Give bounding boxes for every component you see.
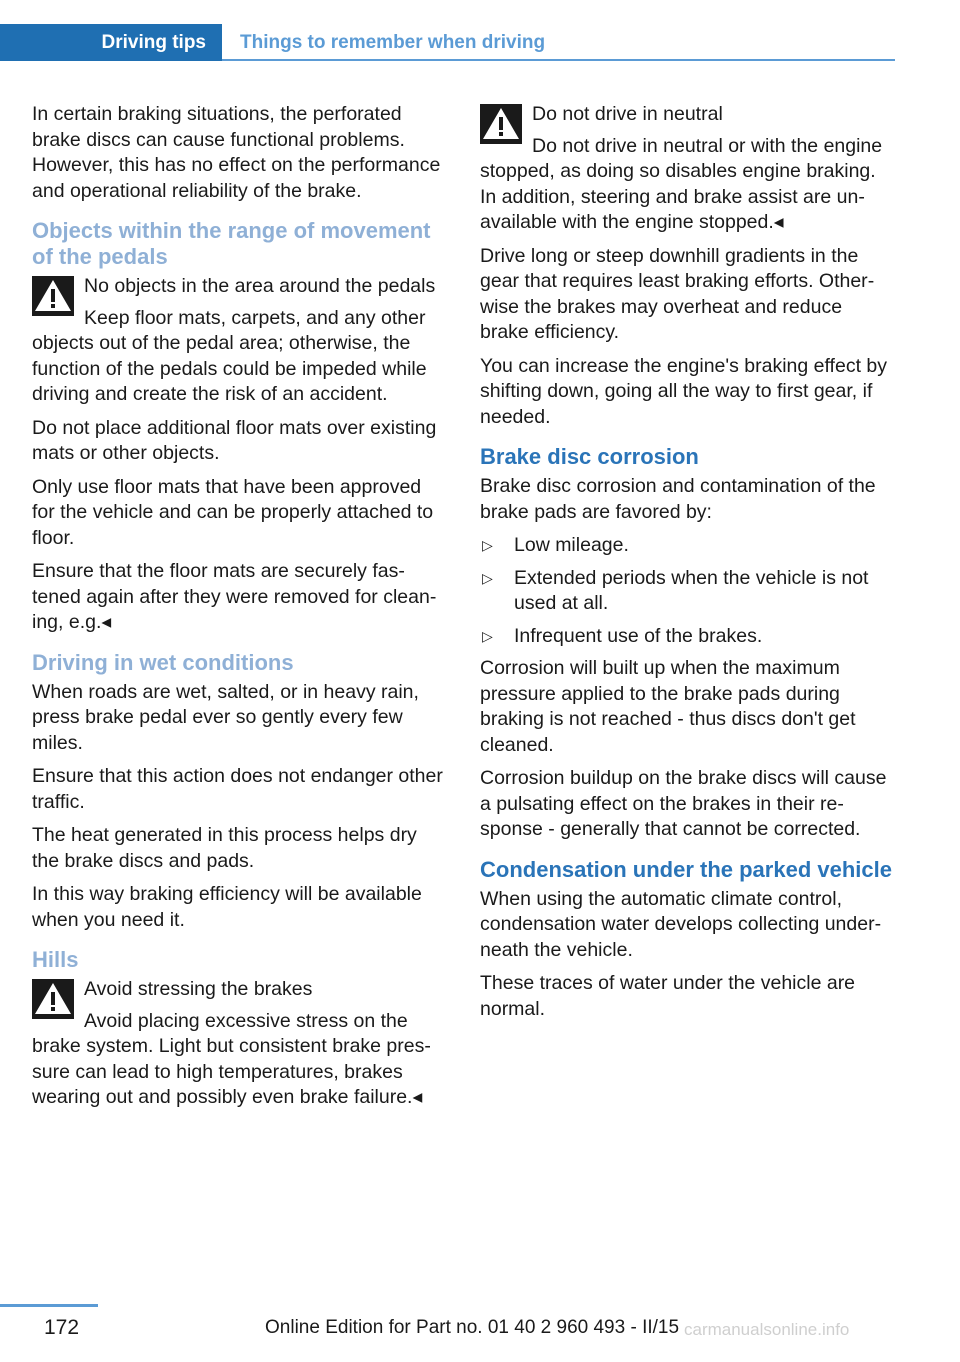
paragraph: These traces of water under the vehicle are normal.: [480, 972, 856, 1020]
warning-title: Avoid stressing the brakes: [84, 978, 313, 1000]
warning-icon: [480, 104, 522, 144]
section-tab[interactable]: Driving tips: [0, 24, 222, 61]
list-item-text: Extended periods when the vehicle is not used at all.: [514, 566, 869, 614]
list-item: [480, 566, 895, 617]
warning-text: Keep floor mats, carpets, and any other objects out of the pedal area; otherwise, the function of the pedals could be impeded while driving and create the risk of an accident.: [32, 306, 427, 405]
list-item-text: Infrequent use of the brakes.: [514, 624, 763, 647]
subsection-tab[interactable]: Things to remember when driving: [240, 32, 546, 53]
list-item: [480, 533, 895, 559]
list-item: [480, 624, 895, 650]
warning-title: No objects in the area around the pedals: [84, 275, 436, 297]
paragraph: The heat generated in this process helps dry the brake discs and pads.: [32, 824, 417, 872]
paragraph: When using the automatic climate control, condensation water develops collecting underneath the vehicle.: [480, 887, 882, 961]
edition-label: Online Edition for Part no. 01 40 2 960 493 - II/15: [265, 1317, 680, 1338]
pedals-heading: Objects within the range of movement of the pedals: [32, 218, 431, 269]
list-item-text: Low mileage.: [514, 534, 629, 556]
paragraph: Corrosion will built up when the maximum pressure applied to the brake pads during braking is not reached - thus discs don't get cleaned.: [480, 657, 856, 756]
paragraph: In this way braking efficiency will be available when you need it.: [32, 883, 422, 931]
footer-rule: [0, 1304, 98, 1307]
corrosion-list: [480, 533, 895, 649]
paragraph: Ensure that the floor mats are securely fastened again after they were removed for cleaning, e.g.◂: [32, 560, 437, 633]
triangle-bullet-icon: ▷: [482, 537, 493, 553]
hills-warning: [32, 977, 447, 1111]
hills-heading: Hills: [32, 947, 79, 972]
warning-icon: [32, 979, 74, 1019]
page-header: [0, 24, 895, 62]
right-column: [480, 102, 895, 1030]
page-number: 172: [44, 1316, 80, 1339]
paragraph: Drive long or steep downhill gradients in the gear that requires least braking efforts. Otherwise the brakes may overheat and reduce brake efficiency.: [480, 244, 875, 343]
paragraph: Brake disc corrosion and contamination of the brake pads are favored by:: [480, 475, 876, 523]
left-column: [32, 102, 447, 1119]
intro-paragraph: In certain braking situations, the perforated brake discs can cause functional problems. However, this has no effect on the performance and operational reliability of the brake.: [32, 103, 441, 202]
header-rule: [222, 59, 895, 61]
watermark: carmanualsonline.info: [684, 1320, 850, 1339]
paragraph: Ensure that this action does not endanger other traffic.: [32, 765, 443, 813]
paragraph: Only use floor mats that have been approved for the vehicle and can be properly attached to floor.: [32, 475, 434, 549]
warning-text: Do not drive in neutral or with the engine stopped, as doing so disables engine braking. In addition, steering and brake assist are unavailable with the engine stopped.◂: [480, 134, 883, 233]
warning-text: Avoid placing excessive stress on the brake system. Light but consistent brake pressure can lead to high temperatures, brakes wearing out and possibly even brake failure.◂: [32, 1009, 431, 1108]
corrosion-heading: Brake disc corrosion: [480, 444, 699, 469]
paragraph: Do not place additional floor mats over existing mats or other objects.: [32, 416, 437, 464]
pedals-warning: [32, 274, 447, 408]
warning-icon: [32, 276, 74, 316]
condensation-heading: Condensation under the parked vehicle: [480, 856, 892, 882]
paragraph: When roads are wet, salted, or in heavy rain, press brake pedal ever so gently every few miles.: [32, 680, 419, 754]
neutral-warning: [480, 102, 895, 236]
warning-title: Do not drive in neutral: [532, 103, 723, 125]
triangle-bullet-icon: ▷: [482, 569, 493, 586]
paragraph: You can increase the engine's braking effect by shifting down, going all the way to first gear, if needed.: [480, 354, 888, 428]
triangle-bullet-icon: ▷: [482, 627, 493, 644]
paragraph: Corrosion buildup on the brake discs will cause a pulsating effect on the brakes in their response - generally that cannot be corrected.: [480, 767, 887, 840]
wet-conditions-heading: Driving in wet conditions: [32, 649, 294, 675]
